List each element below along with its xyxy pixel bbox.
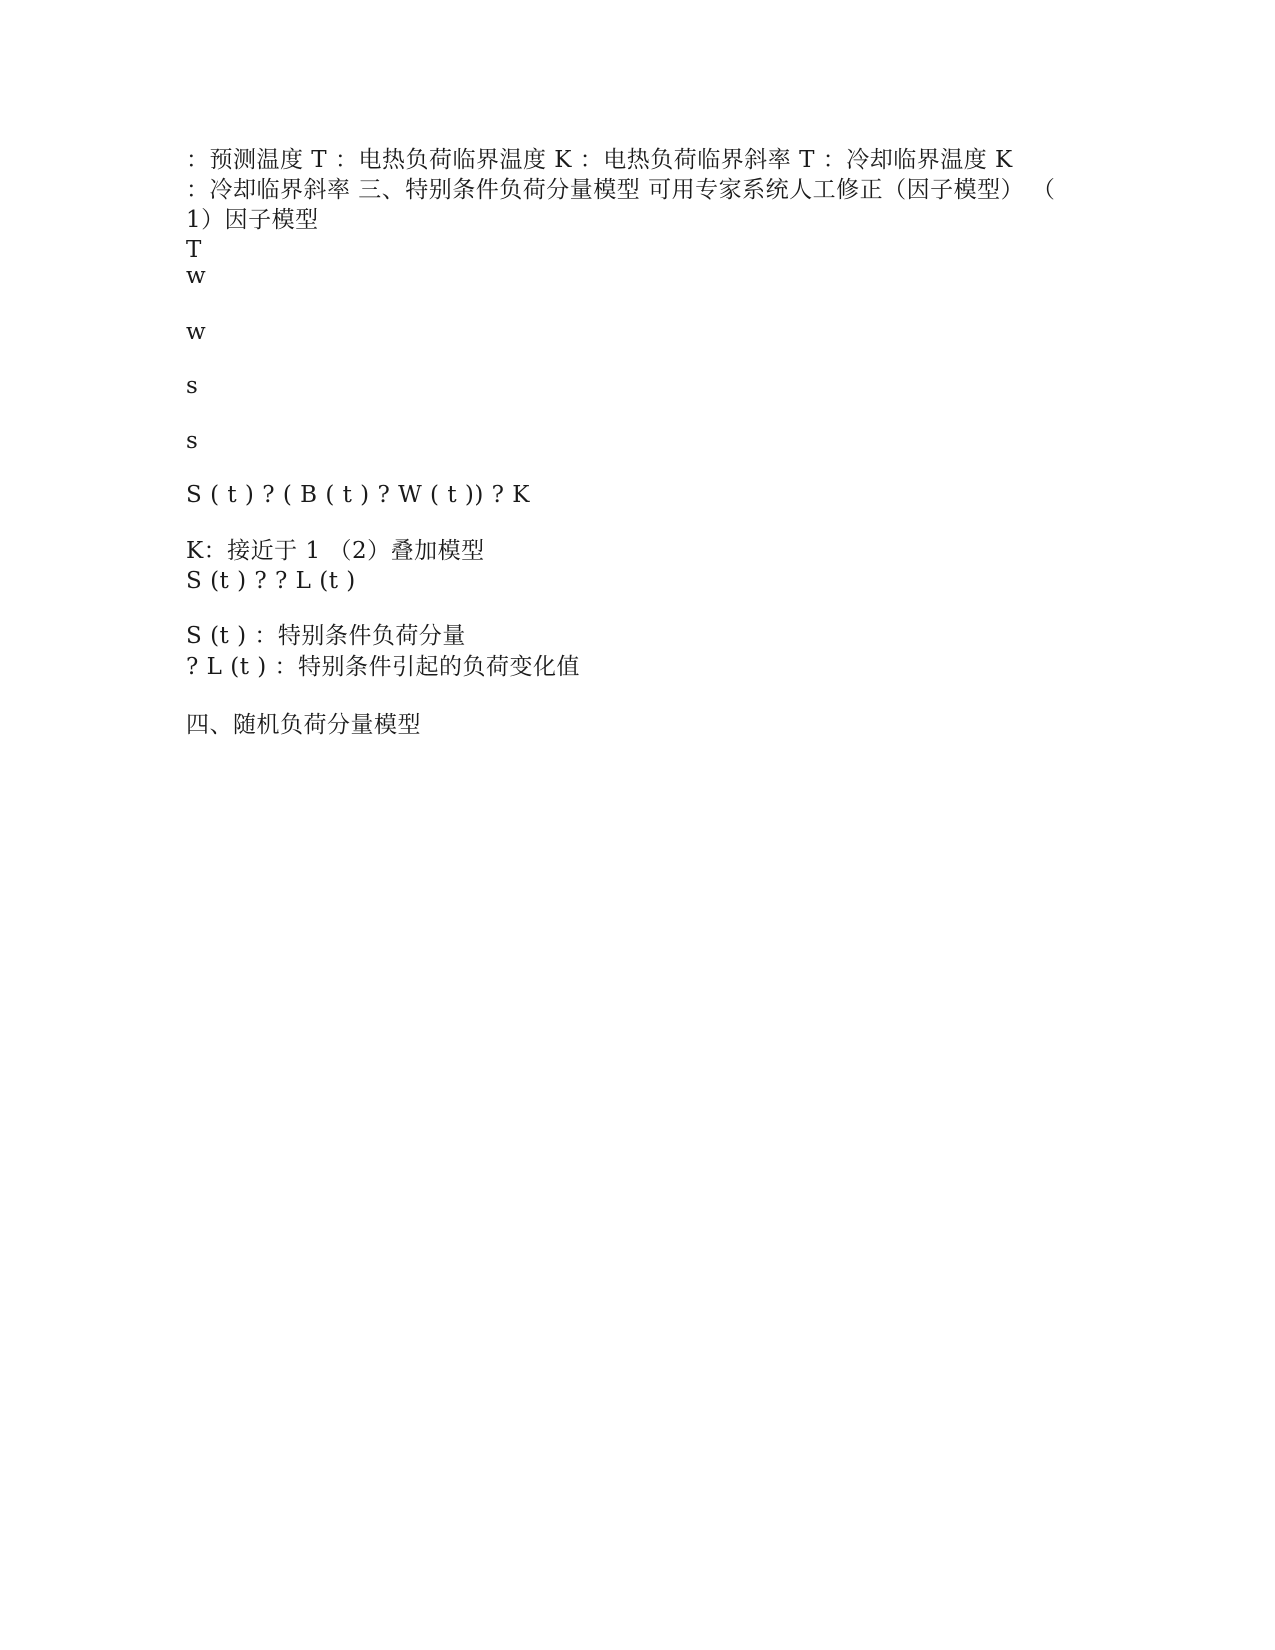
text-line-subscript-s-1: s	[186, 373, 199, 399]
text-line-definition-s: S (t ) ：特别条件负荷分量	[186, 623, 466, 649]
text-line-factor-model-heading: 1）因子模型	[186, 207, 319, 233]
section-heading-random-load: 四、随机负荷分量模型	[186, 712, 421, 738]
formula-additive-model: S (t ) ? ? L (t )	[186, 568, 356, 594]
text-line-subscript-s-2: s	[186, 428, 199, 454]
text-line-subscript-t: T	[186, 237, 202, 263]
text-line-definition-delta-l: ? L (t ) ：特别条件引起的负荷变化值	[186, 654, 581, 680]
text-line-additive-model-heading: K：接近于 1 （2）叠加模型	[186, 538, 485, 564]
text-line-subscript-w-2: w	[186, 319, 207, 345]
text-line-variable-definitions: ：预测温度 T ：电热负荷临界温度 K ：电热负荷临界斜率 T ：冷却临界温度 K	[186, 147, 1013, 173]
text-line-subscript-w-1: w	[186, 263, 207, 289]
formula-factor-model: S ( t ) ? ( B ( t ) ? W ( t )) ? K	[186, 482, 530, 508]
text-line-section-3-heading: ：冷却临界斜率 三、特别条件负荷分量模型 可用专家系统人工修正（因子模型） （	[186, 177, 1056, 203]
